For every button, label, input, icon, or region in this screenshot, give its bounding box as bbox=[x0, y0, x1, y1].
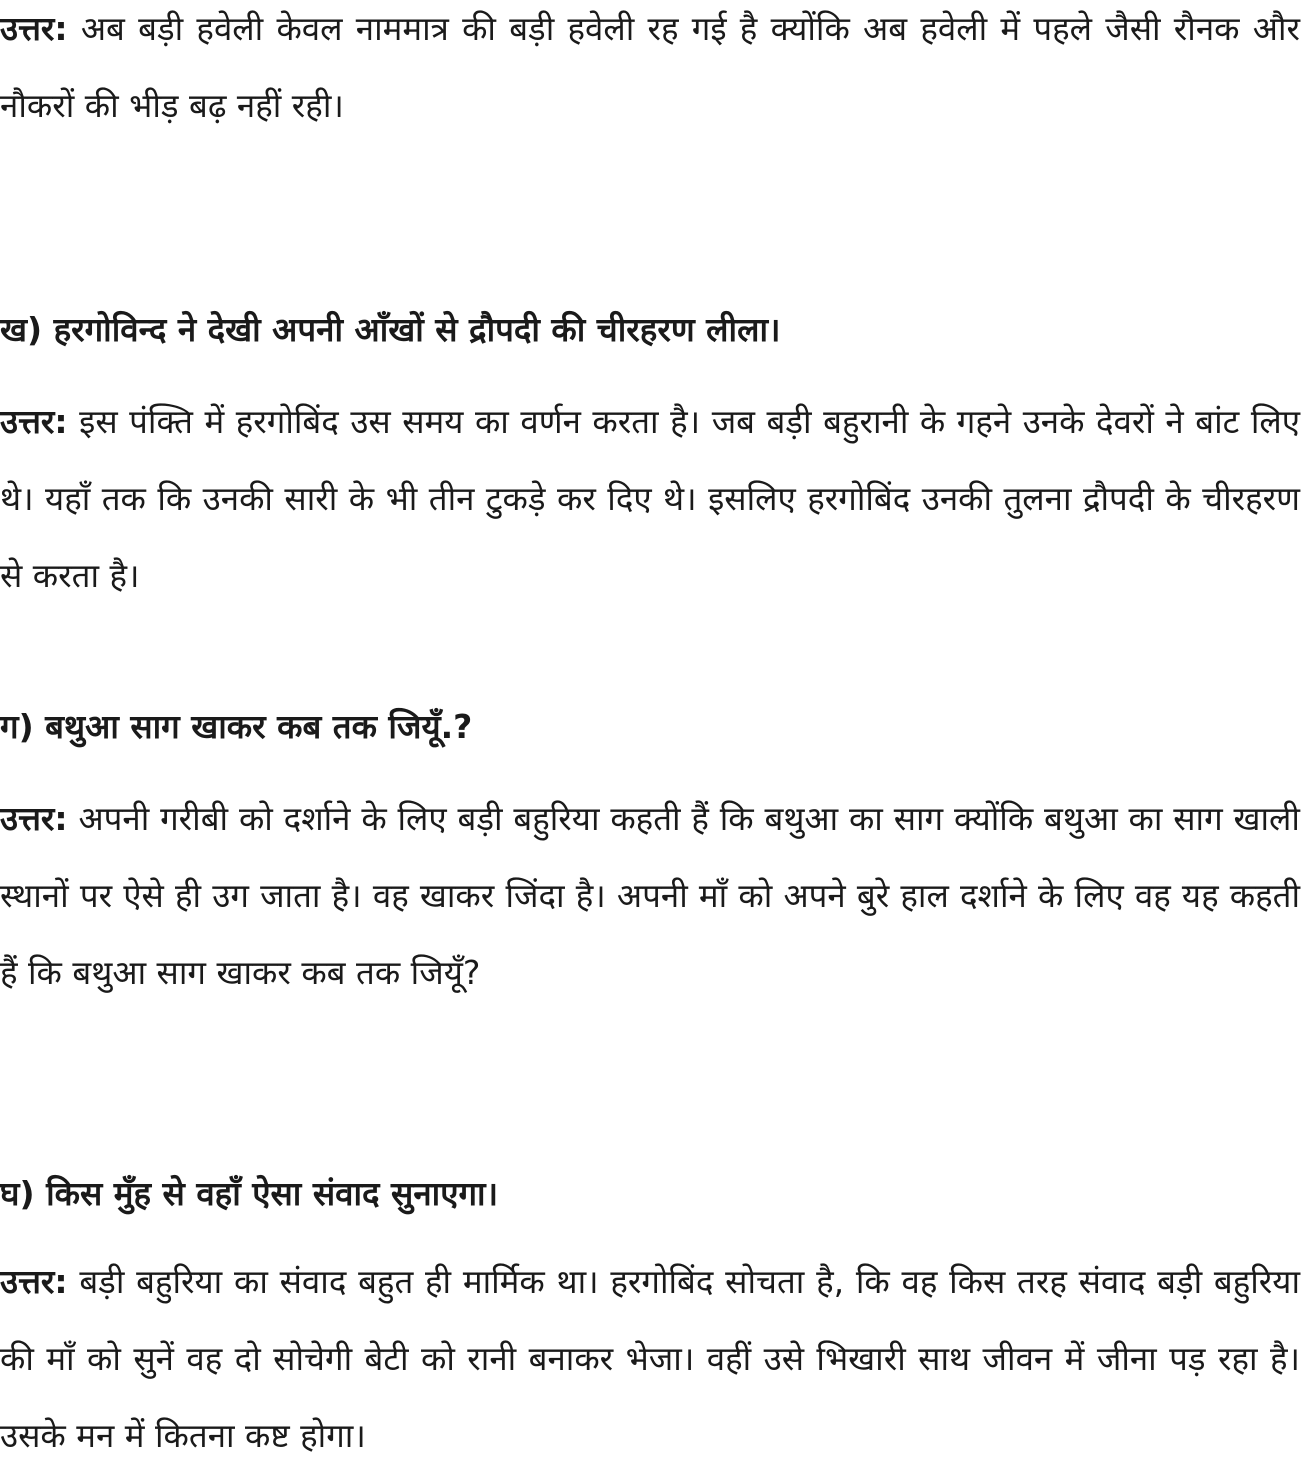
answer-text: बड़ी बहुरिया का संवाद बहुत ही मार्मिक था। हरगोबिंद सोचता है, कि वह किस तरह संवाद बड़ी बहुरिया की माँ को सुनें वह दो सोचेगी बेटी को रानी बनाकर भेजा। वहीं उसे भिखारी साथ जीवन में जीना पड़ रहा है। उसके मन में कितना कष्ट होगा। bbox=[0, 1262, 1300, 1455]
question-heading-kha bbox=[0, 310, 1300, 350]
answer-paragraph-kha bbox=[0, 383, 1300, 614]
question-heading-gha bbox=[0, 1174, 1300, 1214]
question-text: बथुआ साग खाकर कब तक जियूँ.? bbox=[45, 707, 473, 746]
answer-paragraph-ga bbox=[0, 780, 1300, 1011]
answer-text: अब बड़ी हवेली केवल नाममात्र की बड़ी हवेली रह गई है क्योंकि अब हवेली में पहले जैसी रौनक और नौकरों की भीड़ बढ़ नहीं रही। bbox=[0, 9, 1300, 125]
answer-label: उत्तर: bbox=[0, 402, 68, 441]
answer-label: उत्तर: bbox=[0, 1262, 68, 1301]
question-prefix: घ) bbox=[0, 1174, 35, 1213]
question-prefix: ख) bbox=[0, 310, 43, 349]
answer-paragraph-1 bbox=[0, 0, 1300, 144]
answer-paragraph-gha bbox=[0, 1243, 1300, 1474]
question-text: हरगोविन्द ने देखी अपनी आँखों से द्रौपदी की चीरहरण लीला। bbox=[53, 310, 781, 349]
question-heading-ga bbox=[0, 707, 1300, 747]
answer-text: अपनी गरीबी को दर्शाने के लिए बड़ी बहुरिया कहती हैं कि बथुआ का साग क्योंकि बथुआ का साग खाली स्थानों पर ऐसे ही उग जाता है। वह खाकर जिंदा है। अपनी माँ को अपने बुरे हाल दर्शाने के लिए वह यह कहती हैं कि बथुआ साग खाकर कब तक जियूँ? bbox=[0, 799, 1300, 992]
question-prefix: ग) bbox=[0, 707, 34, 746]
answer-text: इस पंक्ति में हरगोबिंद उस समय का वर्णन करता है। जब बड़ी बहुरानी के गहने उनके देवरों ने बांट लिए थे। यहाँ तक कि उनकी सारी के भी तीन टुकड़े कर दिए थे। इसलिए हरगोबिंद उनकी तुलना द्रौपदी के चीरहरण से करता है। bbox=[0, 402, 1300, 595]
question-text: किस मुँह से वहाँ ऐसा संवाद सुनाएगा। bbox=[46, 1174, 499, 1213]
answer-label: उत्तर: bbox=[0, 9, 68, 48]
answer-label: उत्तर: bbox=[0, 799, 68, 838]
